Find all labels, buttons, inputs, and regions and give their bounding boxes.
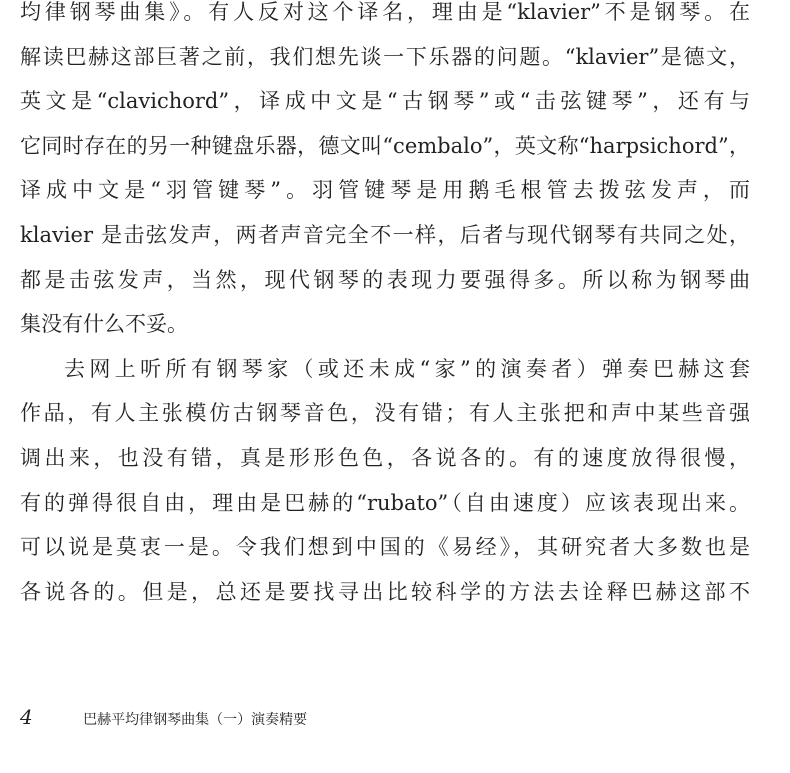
page-footer [20, 703, 307, 731]
text-line: 去网上听所有钢琴家（或还未成“家”的演奏者）弹奏巴赫这套 [64, 356, 750, 381]
text-line: 它同时存在的另一种键盘乐器，德文叫“cembalo”，英文称“harpsichord”， [20, 133, 750, 158]
text-line: 各说各的。但是，总还是要找寻出比较科学的方法去诠释巴赫这部不 [20, 579, 750, 604]
text-line: 作品，有人主张模仿古钢琴音色，没有错；有人主张把和声中某些音强 [20, 401, 750, 426]
running-title: 巴赫平均律钢琴曲集（一）演奏精要 [83, 712, 308, 728]
text-line: 均律钢琴曲集》。有人反对这个译名，理由是“klavier”不是钢琴。在 [20, 0, 750, 24]
text-line: 解读巴赫这部巨著之前，我们想先谈一下乐器的问题。“klavier”是德文， [20, 44, 750, 69]
text-line: klavier 是击弦发声，两者声音完全不一样，后者与现代钢琴有共同之处， [20, 222, 750, 247]
text-line: 英文是“clavichord”，译成中文是“古钢琴”或“击弦键琴”，还有与 [20, 89, 750, 114]
text-line: 译成中文是“羽管键琴”。羽管键琴是用鹅毛根管去拨弦发声，而 [20, 178, 750, 203]
body-text [20, 0, 750, 614]
text-line: 调出来，也没有错，真是形形色色，各说各的。有的速度放得很慢， [20, 445, 750, 470]
page-number: 4 [20, 705, 33, 729]
text-line: 集没有什么不妥。 [20, 312, 188, 337]
text-line: 都是击弦发声，当然，现代钢琴的表现力要强得多。所以称为钢琴曲 [20, 267, 750, 292]
text-line: 可以说是莫衷一是。令我们想到中国的《易经》，其研究者大多数也是 [20, 535, 750, 560]
text-line: 有的弹得很自由，理由是巴赫的“rubato”（自由速度）应该表现出来。 [20, 490, 750, 515]
